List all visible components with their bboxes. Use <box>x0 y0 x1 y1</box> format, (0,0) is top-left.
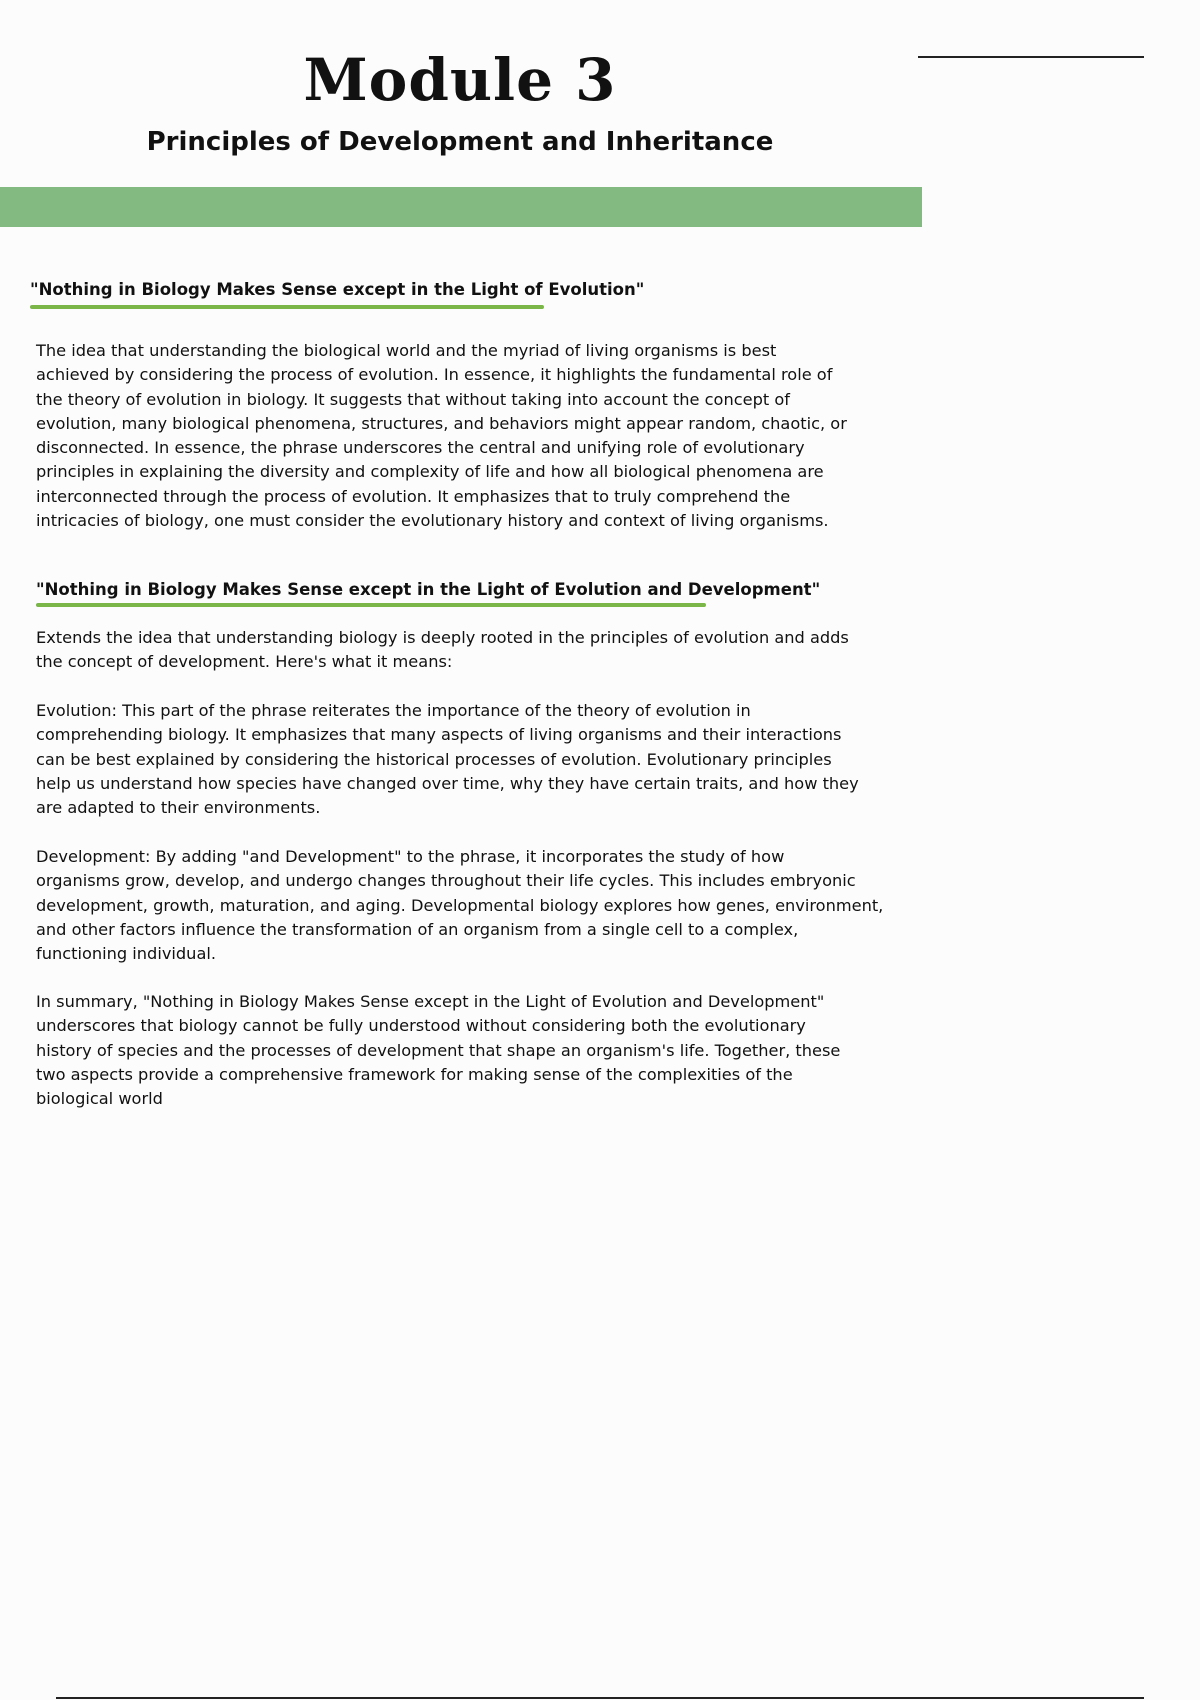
paragraph-line: two aspects provide a comprehensive framework for making sense of the complexities of the <box>36 1064 793 1084</box>
section2-intro-paragraph <box>36 626 849 675</box>
bottom-rule <box>56 1697 1144 1699</box>
module-subtitle: Principles of Development and Inheritance <box>146 127 774 157</box>
paragraph-line: Development: By adding "and Development" to the phrase, it incorporates the study of how <box>36 847 785 866</box>
paragraph-line: the concept of development. Here's what it means: <box>36 652 453 672</box>
paragraph-line: The idea that understanding the biological world and the myriad of living organisms is best <box>36 341 777 360</box>
paragraph-line: disconnected. In essence, the phrase underscores the central and unifying role of evolutionary <box>36 438 805 458</box>
header-green-band <box>0 187 922 227</box>
top-right-rule <box>918 56 1144 58</box>
paragraph-line: comprehending biology. It emphasizes that many aspects of living organisms and their interactions <box>36 725 842 745</box>
paragraph-line: history of species and the processes of development that shape an organism's life. Together, these <box>36 1040 841 1060</box>
paragraph-line: and other factors influence the transformation of an organism from a single cell to a complex, <box>36 919 799 939</box>
module-title: Module 3 <box>303 46 617 114</box>
paragraph-line: biological world <box>36 1089 163 1109</box>
paragraph-line: are adapted to their environments. <box>36 798 321 818</box>
paragraph-line: interconnected through the process of evolution. It emphasizes that to truly comprehend the <box>36 486 791 506</box>
paragraph-line: organisms grow, develop, and undergo changes throughout their life cycles. This includes embryonic <box>36 871 856 891</box>
paragraph-line: intricacies of biology, one must consider the evolutionary history and context of living organisms. <box>36 511 829 531</box>
section1-body-paragraph <box>36 339 847 533</box>
paragraph-line: the theory of evolution in biology. It suggests that without taking into account the concept of <box>36 389 790 409</box>
summary-paragraph <box>36 990 840 1111</box>
section1-heading: "Nothing in Biology Makes Sense except in the Light of Evolution" <box>30 280 645 299</box>
paragraph-line: development, growth, maturation, and aging. Developmental biology explores how genes, environment, <box>36 895 884 915</box>
development-paragraph <box>36 845 883 966</box>
paragraph-line: principles in explaining the diversity and complexity of life and how all biological phenomena are <box>36 462 824 482</box>
paragraph-line: underscores that biology cannot be fully understood without considering both the evolutionary <box>36 1016 806 1036</box>
paragraph-line: In summary, "Nothing in Biology Makes Sense except in the Light of Evolution and Development" <box>36 992 825 1011</box>
section1-heading-underline <box>30 305 544 309</box>
paragraph-line: help us understand how species have changed over time, why they have certain traits, and how they <box>36 773 859 793</box>
paragraph-line: can be best explained by considering the historical processes of evolution. Evolutionary principles <box>36 749 832 769</box>
paragraph-line: achieved by considering the process of evolution. In essence, it highlights the fundamental role of <box>36 365 833 385</box>
section2-heading: "Nothing in Biology Makes Sense except in the Light of Evolution and Development" <box>36 580 821 599</box>
paragraph-line: Evolution: This part of the phrase reiterates the importance of the theory of evolution in <box>36 701 751 720</box>
evolution-paragraph <box>36 699 859 820</box>
section2-heading-underline <box>36 603 706 607</box>
paragraph-line: functioning individual. <box>36 944 217 964</box>
paragraph-line: evolution, many biological phenomena, structures, and behaviors might appear random, chaotic, or <box>36 413 847 433</box>
paragraph-line: Extends the idea that understanding biology is deeply rooted in the principles of evolution and adds <box>36 628 849 647</box>
